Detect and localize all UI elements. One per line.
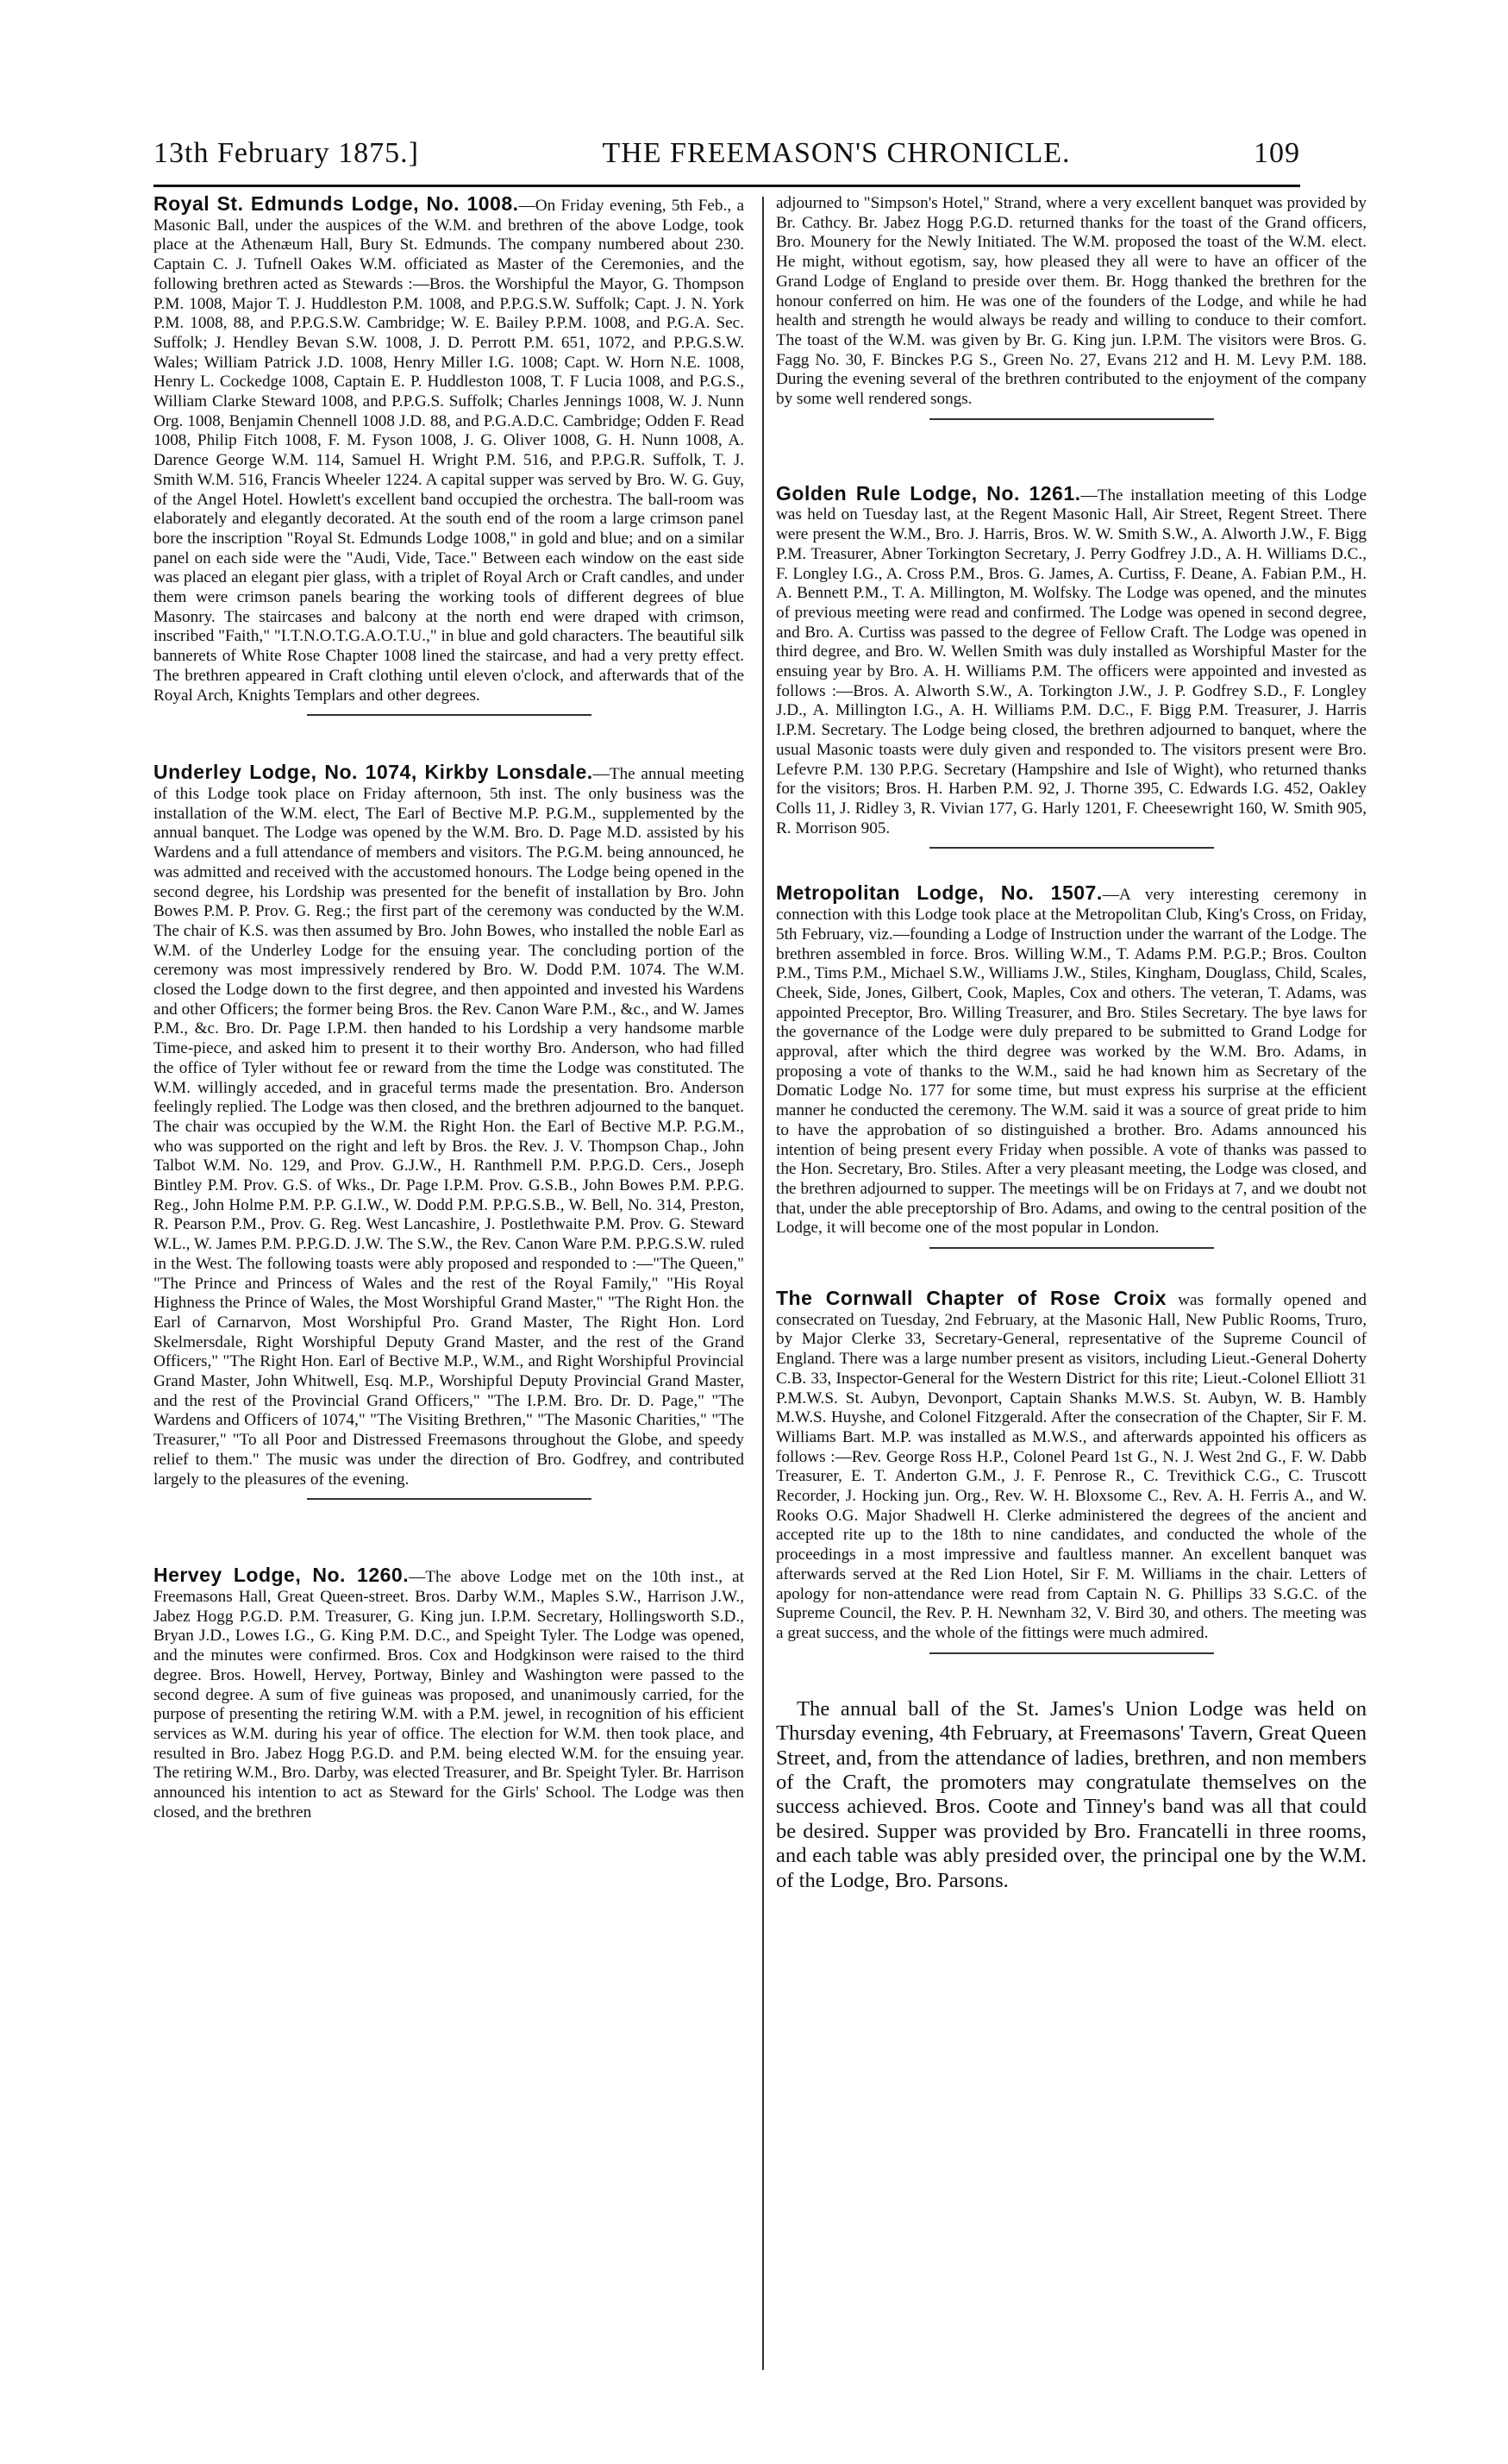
header-rule	[153, 185, 1300, 187]
publication-title: THE FREEMASON'S CHRONICLE.	[602, 137, 1071, 169]
article-hervey-lodge	[153, 1565, 744, 1822]
article-body: The annual ball of the St. James's Union Lodge was held on Thursday evening, 4th February, at Freemasons' Tavern, Great Queen Street, and, from the attendance of ladies, brethren, and non members of the Craft, the promoters may congratulate themselves on the success achieved. Bros. Coote and Tinney's band was all that could be desired. Supper was provided by Bro. Francatelli in three rooms, and each table was ably presided over, the principal one by the W.M. of the Lodge, Bro. Parsons.	[776, 1696, 1367, 1892]
article-st-james-union-ball	[776, 1697, 1367, 1893]
article-body: —The annual meeting of this Lodge took place on Friday afternoon, 5th inst. The only business was the installation of the W.M. elect, The Earl of Bective M.P. P.G.M., supplemented by the annual banquet. The Lodge was opened by the W.M. Bro. D. Page M.D. assisted by his Wardens and a full attendance of members and visitors. The P.G.M. being announced, he was admitted and received with the accustomed honours. The Lodge being opened in the second degree, his Lordship was presented for the benefit of installation by Bro. John Bowes P.M. P. Prov. G. Reg.; the first part of the ceremony was conducted by the W.M. The chair of K.S. was then assumed by Bro. John Bowes, who installed the noble Earl as W.M. of the Underley Lodge for the ensuing year. The concluding portion of the ceremony was most impressively rendered by Bro. W. Dodd P.M. 1074. The W.M. closed the Lodge down to the first degree, and then appointed and invested his Wardens and other Officers; the former being Bros. the Rev. Canon Ware P.M., &c., and W. James P.M., &c. Bro. Dr. Page I.P.M. then handed to his Lordship a very handsome marble Time-piece, and asked him to present it to their worthy Bro. Anderson, who had filled the office of Tyler without fee or reward from the time the Lodge was constituted. The W.M. willingly acceded, and in graceful terms made the presentation. Bro. Anderson feelingly replied. The Lodge was then closed, and the brethren adjourned to the banquet. The chair was occupied by the W.M. the Right Hon. the Earl of Bective M.P. P.G.M., who was supported on the right and left by Bros. the Rev. J. V. Thompson Chap., John Talbot W.M. No. 129, and Prov. G.J.W., H. Ranthmell P.M. P.P.G.D. Cers., Joseph Bintley P.M. Prov. G.S. of Wks., Dr. Page I.P.M. Prov. G.S.B., John Bowes P.M. P.P.G. Reg., John Holme P.M. P.P. G.I.W., W. Dodd P.M. P.P.G.S.B., W. Bell, No. 314, Preston, R. Pearson P.M., Prov. G. Reg. West Lancashire, J. Postlethwaite P.M. Prov. G. Steward W.L., W. James P.M. P.P.G.D. J.W. The S.W., the Rev. Canon Ware P.M. P.P.G.S.W. ruled in the West. The following toasts were ably proposed and responded to :—"The Queen," "The Prince and Princess of Wales and the rest of the Royal Family," "His Royal Highness the Prince of Wales, the Most Worshipful Grand Master," "The Right Hon. the Earl of Carnarvon, Most Worshipful Pro. Grand Master, The Right Hon. Lord Skelmersdale, Right Worshipful Deputy Grand Master, and the rest of the Grand Officers," "The Right Hon. Earl of Bective M.P., W.M., and Right Worshipful Provincial Grand Master, John Whitwell, Esq. M.P., Worshipful Deputy Provincial Grand Master, and the rest of the Provincial Grand Officers," "The I.P.M. Bro. Dr. D. Page," "The Wardens and Officers of 1074," "The Visiting Brethren," "The Masonic Charities," "The Treasurer," "To all Poor and Distressed Freemasons throughout the Globe, and speedy relief to them." The music was under the direction of Bro. Godfrey, and contributed largely to the pleasures of the evening.	[153, 765, 744, 1489]
article-text	[153, 762, 744, 1489]
article-body: —On Friday evening, 5th Feb., a Masonic Ball, under the auspices of the W.M. and brethren of the above Lodge, took place at the Athenæum Hall, Bury St. Edmunds. The company numbered about 230. Captain C. J. Tufnell Oakes W.M. officiated as Master of the Ceremonies, and the following brethren acted as Stewards :—Bros. the Worshipful the Mayor, G. Thompson P.M. 1008, Major T. J. Huddleston P.M. 1008, and P.P.G.S.W. Suffolk; Capt. J. N. York P.M. 1008, 88, and P.P.G.S.W. Cambridge; W. E. Bailey P.P.M. 1008, and P.G.A. Sec. Suffolk; J. Hendley Bevan S.W. 1008, J. D. Perrott P.M. 651, 1072, and P.P.G.S.W. Wales; William Patrick J.D. 1008, Henry Miller I.G. 1008; Capt. W. Horn N.E. 1008, Henry L. Cockedge 1008, Captain E. P. Huddleston 1008, T. F Lucia 1008, and P.G.S., William Clarke Steward 1008, and P.P.G.S. Suffolk; Charles Jennings 1008, W. J. Nunn Org. 1008, Benjamin Chennell 1008 J.D. 88, and P.G.A.D.C. Cambridge; Odden F. Read 1008, Philip Fitch 1008, F. M. Fyson 1008, J. G. Oliver 1008, G. H. Nunn 1008, A. Darence George W.M. 114, Samuel H. Wright P.M. 516, and P.P.G.R. Suffolk, T. J. Smith W.M. 516, Francis Wheeler 1224. A capital supper was served by Bro. W. G. Guy, of the Angel Hotel. Howlett's excellent band occupied the orchestra. The ball-room was elaborately and elegantly decorated. At the south end of the room a large crimson panel bore the inscription "Royal St. Edmunds Lodge 1008," in gold and blue; and on a similar panel on each side were the "Audi, Vide, Tace." Between each window on the east side was placed an elegant pier glass, with a triplet of Royal Arch or Craft candles, and under them were crimson panels bearing the working tools of different degrees of blue Masonry. The staircases and balcony at the north end were draped with crimson, inscribed "Faith," "I.T.N.O.T.G.A.O.T.U.," in blue and gold characters. The beautiful silk bannerets of White Rose Chapter 1008 lined the staircase, and had a very pretty effect. The brethren appeared in Craft clothing until eleven o'clock, and afterwards that of the Royal Arch, Knights Templars and other degrees.	[153, 197, 744, 705]
article-text	[776, 194, 1367, 410]
article-divider	[929, 847, 1214, 849]
article-text	[776, 1288, 1367, 1644]
article-text	[776, 481, 1367, 839]
article-text	[776, 883, 1367, 1238]
article-title: Hervey Lodge, No. 1260.	[153, 1564, 410, 1587]
article-divider	[929, 1247, 1214, 1249]
article-metropolitan-lodge	[776, 883, 1367, 1238]
article-golden-rule-lodge	[776, 481, 1367, 839]
article-divider	[929, 418, 1214, 420]
article-body: was formally opened and consecrated on Tuesday, 2nd February, at the Masonic Hall, New Public Rooms, Truro, by Major Clerke 33, Secretary-General, representative of the Supreme Council of England. There was a large number present as visitors, including Lieut.-General Doherty C.B. 33, Inspector-General for the Western District for this rite; Lieut.-Colonel Elliott 31 P.M.W.S. St. Aubyn, Devonport, Captain Shanks M.W.S. St. Aubyn, W. B. Hambly M.W.S. Huyshe, and Colonel Fitzgerald. After the consecration of the Chapter, Sir F. M. Williams Bart. M.P. was installed as M.W.S., and afterwards appointed his officers as follows :—Rev. George Ross H.P., Colonel Peard 1st G., N. J. West 2nd G., F. W. Dabb Treasurer, E. T. Anderton G.M., J. F. Penrose R., C. Trevithick C.G., C. Truscott Recorder, J. Hocking jun. Org., Rev. W. H. Bloxsome C., Rev. A. H. Ferris A., and W. Rooks O.G. Major Shadwell H. Clerke administered the degrees of the ancient and accepted rite up to the 18th to nine candidates, and conducted the whole of the proceedings in a most impressive and faultless manner. An excellent banquet was afterwards served at the Red Lion Hotel, Sir F. M. Williams in the chair. Letters of apology for non-attendance were read from Captain N. G. Phillips 33 S.G.C. of the Supreme Council, the Rev. P. H. Newnham 32, V. Bird 30, and others. The meeting was a great success, and the whole of the fittings were much admired.	[776, 1291, 1367, 1642]
article-body: —The installation meeting of this Lodge was held on Tuesday last, at the Regent Masonic Hall, Air Street, Regent Street. There were present the W.M., Bro. J. Harris, Bros. W. W. Smith S.W., A. Alworth J.W., F. Bigg P.M. Treasurer, Abner Torkington Secretary, J. Perry Godfrey J.D., A. H. Williams D.C., F. Longley I.G., A. Cross P.M., Bros. G. James, A. Curtiss, F. Deane, A. Fabian P.M., H. A. Bennett P.M., T. A. Millington, M. Wolfsky. The Lodge was opened, and the minutes of previous meeting were read and confirmed. The Lodge was opened in second degree, and Bro. A. Curtiss was passed to the degree of Fellow Craft. The Lodge was opened in third degree, and Bro. W. Wellen Smith was duly installed as Worshipful Master for the ensuing year by Bro. A. H. Williams P.M. The officers were appointed and invested as follows :—Bros. A. Alworth S.W., A. Torkington J.W., J. P. Godfrey S.D., F. Longley J.D., A. Millington I.G., A. H. Williams P.M. D.C., F. Bigg P.M. Treasurer, J. Harris I.P.M. Secretary. The Lodge being closed, the brethren adjourned to banquet, where the usual Masonic toasts were duly given and responded to. The visitors present were Bro. Lefevre P.M. 130 P.P.G. Secretary (Hampshire and Isle of Wight), who returned thanks for the visitors; Bros. H. Harben P.M. 92, J. Thorne 395, C. Edwards I.G. 452, Oakley Colls 11, J. Ridley 3, R. Vivian 177, G. Harly 1201, F. Cheesewright 160, W. Smith 905, R. Morrison 905.	[776, 486, 1367, 837]
article-title: The Cornwall Chapter of Rose Croix	[776, 1287, 1167, 1310]
page-header	[153, 129, 1300, 178]
article-underley-lodge	[153, 762, 744, 1489]
article-body: —A very interesting ceremony in connection with this Lodge took place at the Metropolitan Club, King's Cross, on Friday, 5th February, viz.—founding a Lodge of Instruction under the warrant of the Lodge. The brethren assembled in force. Bros. Willing W.M., T. Adams P.M. P.G.P.; Bros. Coulton P.M., Tims P.M., Michael S.W., Williams J.W., Stiles, Kingham, Douglass, Child, Scales, Cheek, Side, Jones, Gilbert, Cook, Maples, Cox and others. The veteran, T. Adams, was appointed Preceptor, Bro. Willing Treasurer, and Bro. Stiles Secretary. The bye laws for the governance of the Lodge were duly prepared to be submitted to Grand Lodge for approval, after which the third degree was worked by the W.M. Bro. Adams, in proposing a vote of thanks to the W.M., said he had known him as Secretary of the Domatic Lodge No. 177 for some time, but must express his surprise at the efficient manner he conducted the ceremony. The W.M. said it was a source of great pride to him to have the approbation of so distinguished a brother. Bro. Adams announced his intention of being present every Friday when possible. A vote of thanks was passed to the Hon. Secretary, Bro. Stiles. After a very pleasant meeting, the Lodge was closed, and the brethren adjourned to supper. The meetings will be on Fridays at 7, and we doubt not that, under the able preceptorship of Bro. Adams, and owing to the central position of the Lodge, it will become one of the most popular in London.	[776, 886, 1367, 1238]
right-column	[776, 194, 1367, 1893]
column-divider	[762, 197, 764, 2370]
article-title: Underley Lodge, No. 1074, Kirkby Lonsdale.	[153, 761, 593, 784]
issue-date: 13th February 1875.]	[153, 137, 420, 169]
article-divider	[307, 1498, 591, 1500]
article-title: Metropolitan Lodge, No. 1507.	[776, 881, 1103, 905]
page-number: 109	[1254, 137, 1300, 169]
article-text	[153, 1565, 744, 1822]
article-title: Golden Rule Lodge, No. 1261.	[776, 481, 1081, 505]
article-text	[776, 1697, 1367, 1893]
article-hervey-continued	[776, 194, 1367, 410]
article-cornwall-chapter	[776, 1288, 1367, 1644]
article-title: Royal St. Edmunds Lodge, No. 1008.	[153, 192, 519, 215]
left-column	[153, 194, 744, 1822]
article-body: —The above Lodge met on the 10th inst., at Freemasons Hall, Great Queen-street. Bros. Darby W.M., Maples S.W., Harrison J.W., Jabez Hogg P.G.D. P.M. Treasurer, G. King jun. I.P.M. Secretary, Hollingsworth S.D., Bryan J.D., Lowes I.G., G. King P.M. D.C., and Speight Tyler. The Lodge was opened, and the minutes were confirmed. Bros. Cox and Hodgkinson were raised to the third degree. Bros. Howell, Hervey, Portway, Binley and Washington were passed to the second degree. A sum of five guineas was proposed, and unanimously carried, for the purpose of presenting the retiring W.M. with a P.M. jewel, in recognition of his efficient services as W.M. during his year of office. The election for W.M. then took place, and resulted in Bro. Jabez Hogg P.G.D. and P.M. being elected W.M. for the ensuing year. The retiring W.M., Bro. Darby, was elected Treasurer, and Br. Speight Tyler. Br. Harrison announced his intention to act as Steward for the Girls' School. The Lodge was then closed, and the brethren	[153, 1568, 744, 1821]
article-body: adjourned to "Simpson's Hotel," Strand, where a very excellent banquet was provided by Br. Cathcy. Br. Jabez Hogg P.G.D. returned thanks for the toast of the Grand officers, Bro. Mounery for the Newly Initiated. The W.M. proposed the toast of the W.M. elect. He might, without egotism, say, how pleased they all were to have an officer of the Grand Lodge of England to preside over them. Br. Hogg thanked the brethren for the honour conferred on him. He was one of the founders of the Lodge, and while he had health and strength he would always be ready and willing to conduce to their comfort. The toast of the W.M. was given by Br. G. King jun. I.P.M. The visitors were Bros. G. Fagg No. 30, F. Binckes P.G S., Green No. 27, Evans 212 and H. M. Levy P.M. 188. During the evening several of the brethren contributed to the enjoyment of the company by some well rendered songs.	[776, 194, 1367, 409]
article-text	[153, 194, 744, 705]
article-royal-st-edmunds	[153, 194, 744, 705]
article-divider	[929, 1652, 1214, 1654]
article-divider	[307, 714, 591, 716]
